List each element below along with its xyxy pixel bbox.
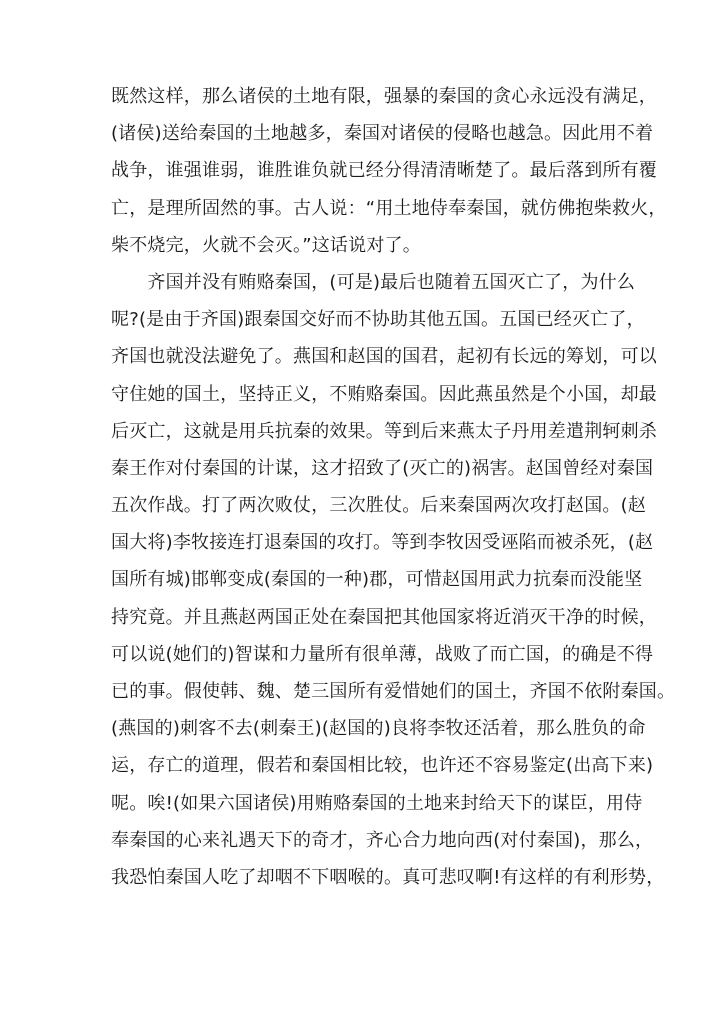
text-line: 我恐怕秦国人吃了却咽不下咽喉的。真可悲叹啊!有这样的有利形势，	[111, 866, 665, 888]
text-line: 国所有城)邯郸变成(秦国的一种)郡，可惜赵国用武力抗秦而没能坚	[111, 569, 643, 591]
text-line: 五次作战。打了两次败仗，三次胜仗。后来秦国两次攻打赵国。(赵	[111, 495, 647, 517]
paragraph-start-line: 齐国并没有贿赂秦国，(可是)最后也随着五国灭亡了，为什么	[111, 271, 636, 293]
text-line: 后灭亡，这就是用兵抗秦的效果。等到后来燕太子丹用差遣荆轲刺杀	[111, 420, 657, 442]
text-line: 奉秦国的心来礼遇天下的奇才，齐心合力地向西(对付秦国)，那么，	[111, 829, 654, 851]
text-line: 持究竟。并且燕赵两国正处在秦国把其他国家将近消灭干净的时候，	[111, 606, 657, 628]
text-line: (燕国的)刺客不去(刺秦王)(赵国的)良将李牧还活着，那么胜负的命	[111, 718, 646, 740]
text-line: 守住她的国土，坚持正义，不贿赂秦国。因此燕虽然是个小国，却最	[111, 383, 657, 405]
text-line: 国大将)李牧接连打退秦国的攻打。等到李牧因受诬陷而被杀死，(赵	[111, 532, 654, 554]
text-line: 柴不烧完，火就不会灭。”这话说对了。	[111, 234, 421, 256]
text-line: 呢?(是由于齐国)跟秦国交好而不协助其他五国。五国已经灭亡了，	[111, 309, 645, 331]
text-line: 亡，是理所固然的事。古人说：“用土地侍奉秦国，就仿佛抱柴救火，	[111, 197, 667, 219]
text-line: 运，存亡的道理，假若和秦国相比较，也许还不容易鉴定(出高下来)	[111, 755, 654, 777]
text-line: 秦王作对付秦国的计谋，这才招致了(灭亡的)祸害。赵国曾经对秦国	[111, 457, 654, 479]
text-line: 呢。唉!(如果六国诸侯)用贿赂秦国的土地来封给天下的谋臣，用侍	[111, 792, 643, 814]
text-line: 齐国也就没法避免了。燕国和赵国的国君，起初有长远的筹划，可以	[111, 346, 657, 368]
text-line: 既然这样，那么诸侯的土地有限，强暴的秦国的贪心永远没有满足，	[111, 86, 657, 107]
text-line: 战争，谁强谁弱，谁胜谁负就已经分得清清晰楚了。最后落到所有覆	[111, 160, 657, 182]
body-text	[111, 78, 676, 896]
text-line: (诸侯)送给秦国的土地越多，秦国对诸侯的侵略也越急。因此用不着	[111, 123, 654, 145]
text-line: 可以说(她们的)智谋和力量所有很单薄，战败了而亡国，的确是不得	[111, 643, 654, 665]
text-line: 已的事。假使韩、魏、楚三国所有爱惜她们的国土，齐国不依附秦国。	[111, 681, 676, 702]
